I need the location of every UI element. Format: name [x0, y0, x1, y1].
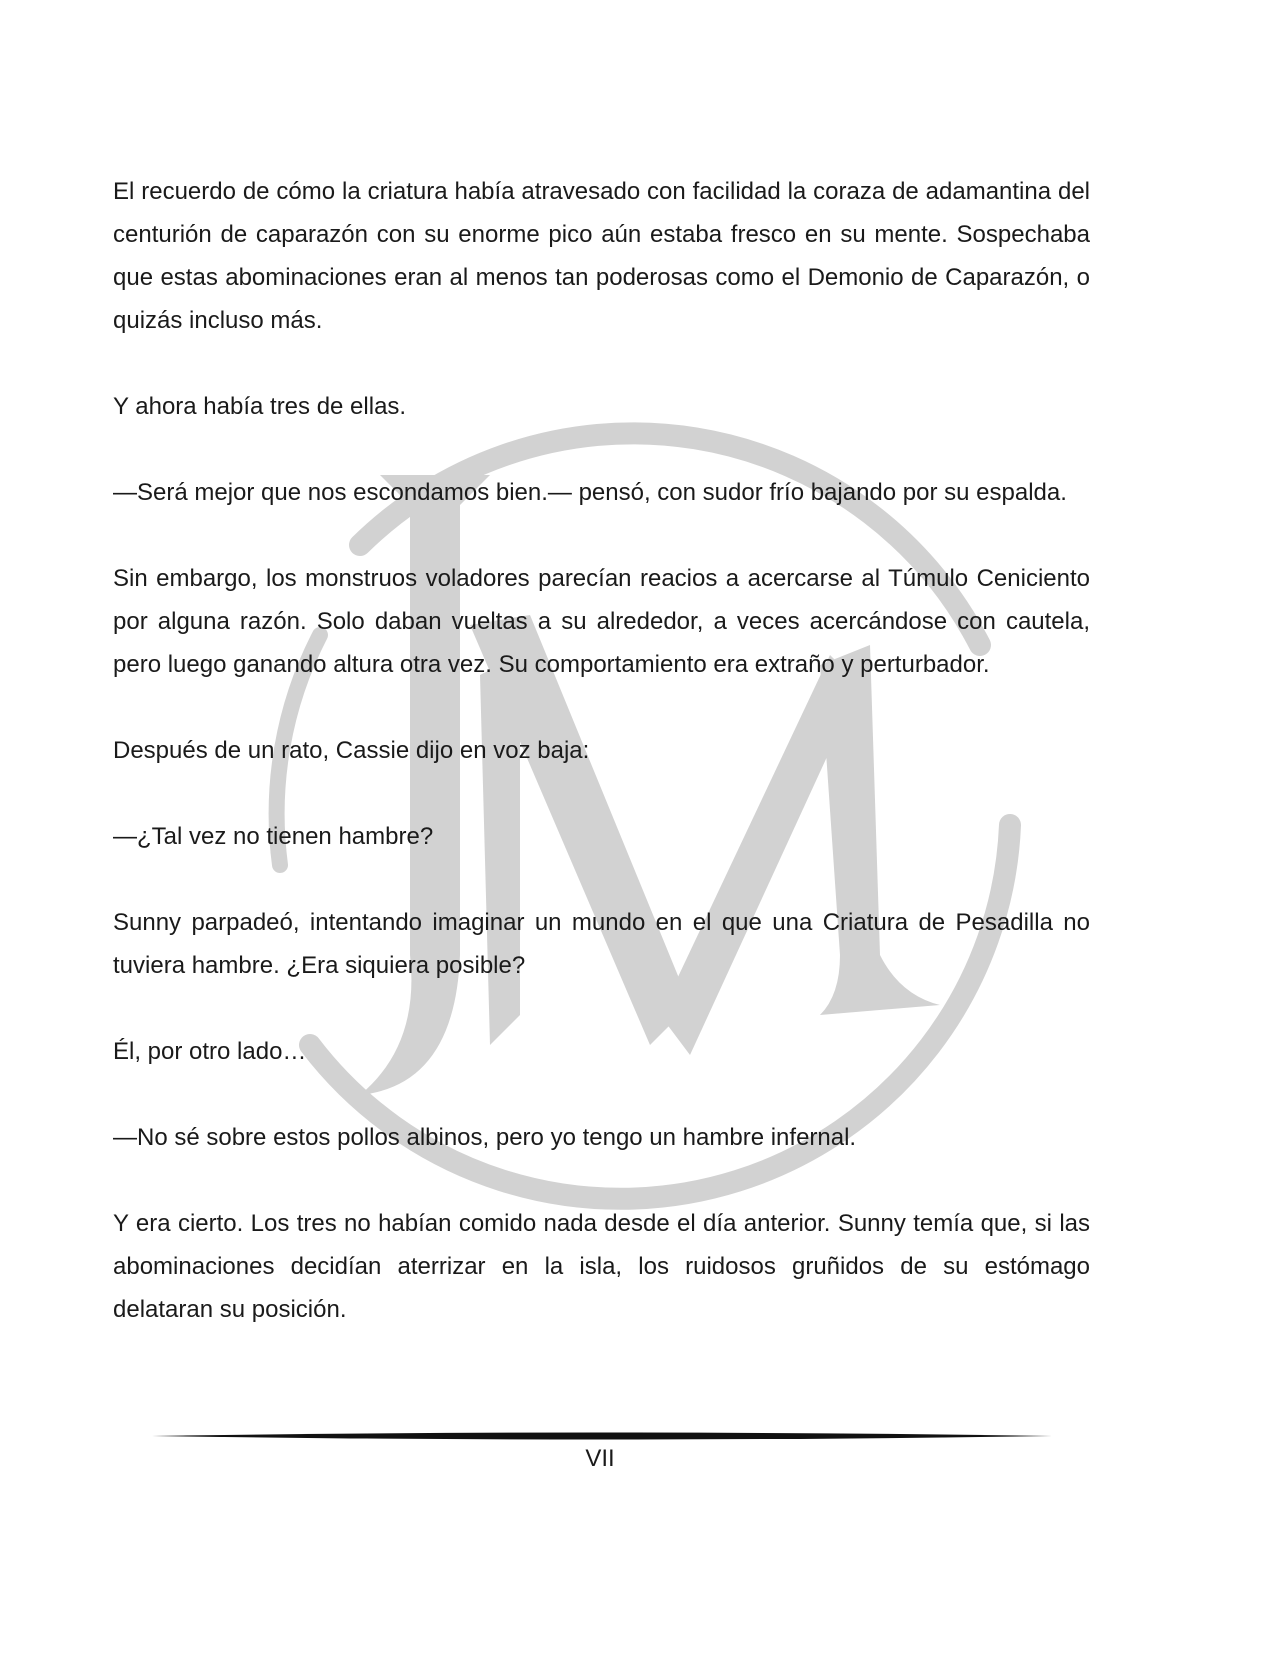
paragraph: Él, por otro lado… [113, 1038, 307, 1065]
paragraph: Y era cierto. Los tres no habían comido nada desde el día anterior. Sunny temía que, si las abominaciones decidían aterrizar en la isla, los ruidosos gruñidos de su estómago delataran su posición. [113, 1210, 1090, 1323]
paragraph: —Será mejor que nos escondamos bien.— pensó, con sudor frío bajando por su espalda. [113, 479, 1067, 506]
document-body [113, 170, 1090, 1374]
paragraph: Sin embargo, los monstruos voladores parecían reacios a acercarse al Túmulo Ceniciento por alguna razón. Solo daban vueltas a su alrededor, a veces acercándose con cautela, pero luego ganando altura otra vez. Su comportamiento era extraño y perturbador. [113, 565, 1090, 678]
footer-divider [152, 1430, 1052, 1442]
page-number: VII [585, 1445, 615, 1472]
paragraph: Y ahora había tres de ellas. [113, 393, 407, 420]
paragraph: —No sé sobre estos pollos albinos, pero yo tengo un hambre infernal. [113, 1124, 857, 1151]
paragraph: Después de un rato, Cassie dijo en voz baja: [113, 737, 590, 764]
paragraph: —¿Tal vez no tienen hambre? [113, 823, 434, 850]
paragraph: El recuerdo de cómo la criatura había atravesado con facilidad la coraza de adamantina del centurión de caparazón con su enorme pico aún estaba fresco en su mente. Sospechaba que estas abominaciones eran al menos tan poderosas como el Demonio de Caparazón, o quizás incluso más. [113, 178, 1090, 334]
paragraph: Sunny parpadeó, intentando imaginar un mundo en el que una Criatura de Pesadilla no tuviera hambre. ¿Era siquiera posible? [113, 909, 1090, 979]
